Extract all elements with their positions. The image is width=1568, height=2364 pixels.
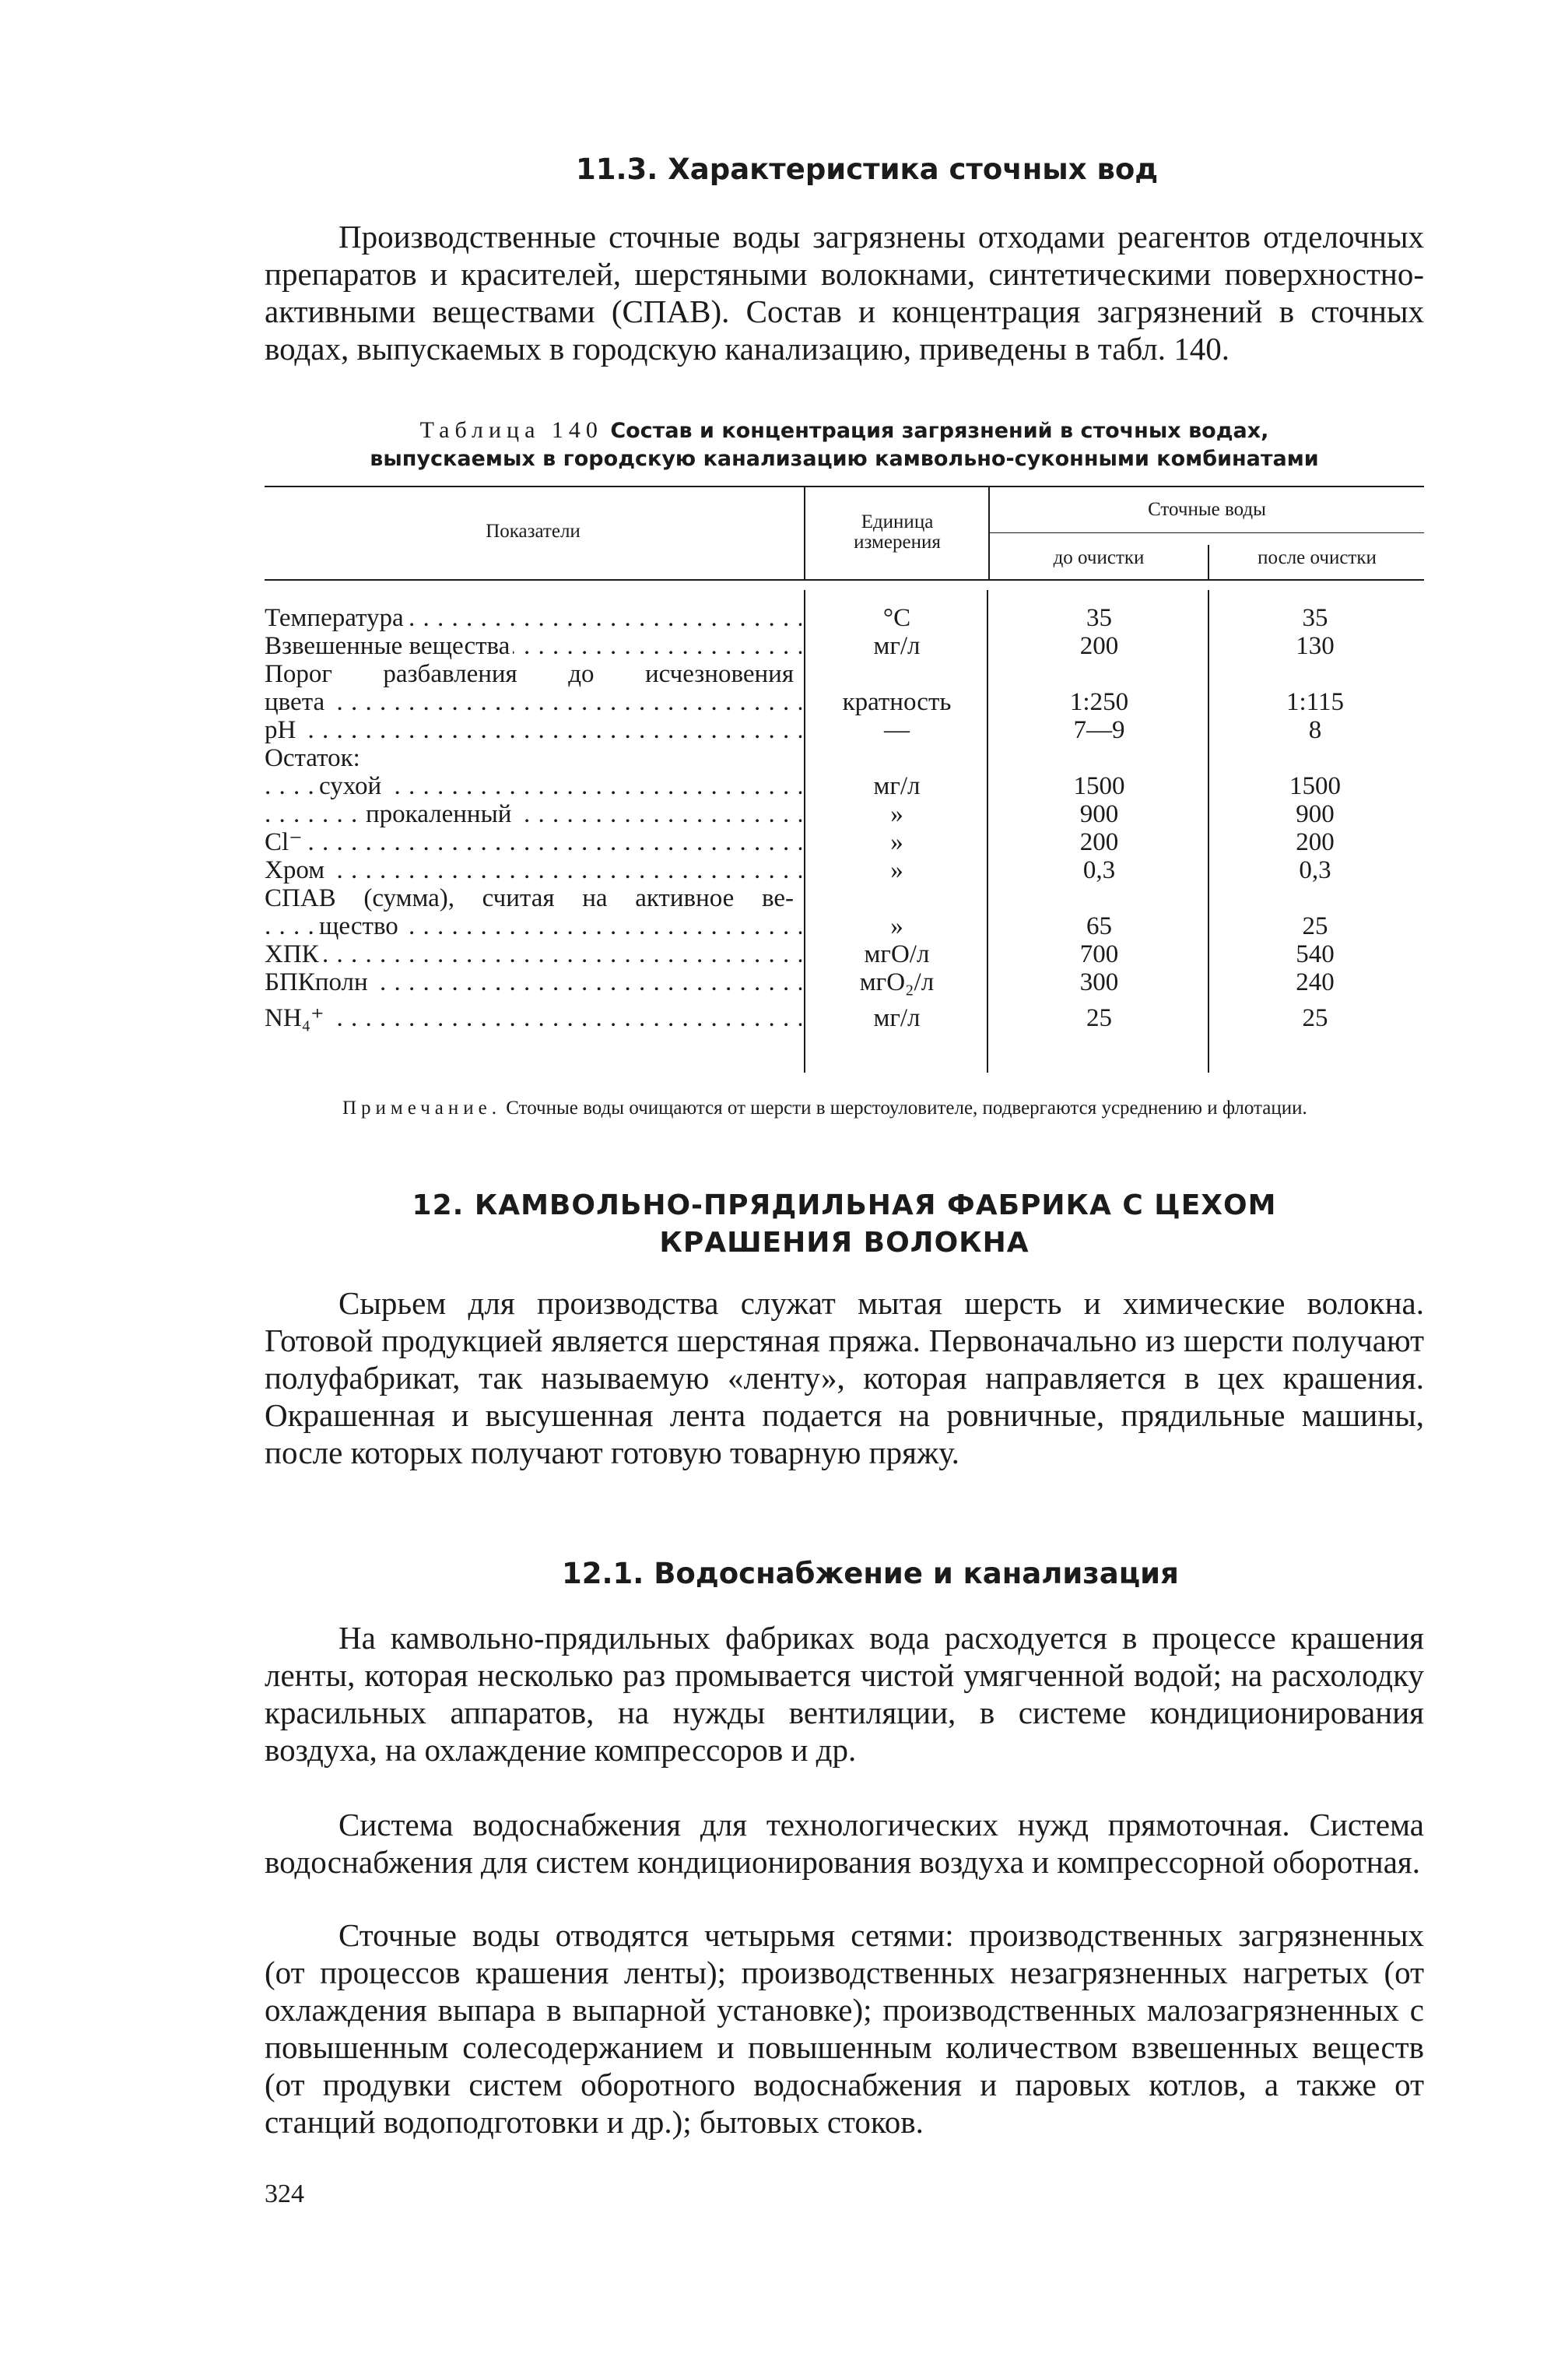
- row-before: 25: [1086, 1004, 1112, 1032]
- row-before: 700: [1079, 940, 1119, 968]
- row-unit: мг/л: [873, 632, 921, 660]
- section-paragraph-3: Сточные воды отводятся четырьмя сетями: производственных загрязненных (от процессов крашения ленты); производственных незагрязненных нагретых (от охлаждения выпара в выпарной установке); производственных малозагрязненных с повышенным солесодержанием и повышенным количеством взвешенных веществ (от продувки систем оборотного водоснабжения и паровых котлов, а также от станций водоподготовки и др.); бытовых стоков.: [265, 1917, 1424, 2140]
- header-unit: Единица измерения: [854, 511, 941, 553]
- table-col-divider: [1208, 545, 1209, 579]
- row-unit: »: [890, 828, 903, 856]
- table-caption-line1: Состав и концентрация загрязнений в сточных водах,: [610, 419, 1269, 443]
- row-before: 200: [1079, 828, 1119, 856]
- row-before: 35: [1086, 604, 1112, 632]
- row-unit: мг/л: [873, 772, 921, 800]
- header-after: после очистки: [1258, 547, 1377, 568]
- row-after: 130: [1296, 632, 1335, 660]
- row-after: 900: [1296, 800, 1335, 828]
- row-label-dry: сухой . . .: [265, 772, 802, 800]
- row-after: 25: [1302, 912, 1328, 940]
- row-before: 1500: [1073, 772, 1125, 800]
- row-after: 1:115: [1286, 688, 1344, 716]
- table-col-divider: [1208, 590, 1209, 1073]
- row-label-substance: щество . . .: [265, 912, 802, 940]
- row-unit: »: [890, 912, 903, 940]
- row-unit: мг/л: [873, 1004, 921, 1032]
- row-before: 65: [1086, 912, 1112, 940]
- row-unit: —: [884, 716, 910, 744]
- header-indicator: Показатели: [486, 521, 581, 542]
- row-after: 540: [1296, 940, 1335, 968]
- header-before: до очистки: [1053, 547, 1145, 568]
- row-label-temperature: Температура . . .: [265, 604, 802, 632]
- row-label-bod: БПКполн . . .: [265, 968, 802, 996]
- chapter-paragraph: Сырьем для производства служат мытая шерсть и химические волокна. Готовой продукцией является шерстяная пряжа. Первоначально из шерсти получают полуфабрикат, так называемую «ленту», которая направляется в цех крашения. Окрашенная и высушенная лента подается на ровничные, прядильные машины, после которых получают готовую товарную пряжу.: [265, 1285, 1424, 1470]
- row-unit: мгО₂/л: [859, 968, 935, 996]
- row-label-ph: pH . . .: [265, 716, 802, 744]
- table-caption-label: Таблица 140: [419, 417, 603, 443]
- row-label-chrome: Хром . . .: [265, 856, 802, 884]
- header-wastewater: Сточные воды: [1148, 499, 1266, 520]
- row-after: 1500: [1289, 772, 1341, 800]
- row-label-color: цвета . . .: [265, 688, 802, 716]
- row-label-suspended: Взвешенные вещества . . .: [265, 632, 802, 660]
- row-label-residue: Остаток:: [265, 744, 360, 772]
- row-before: 200: [1079, 632, 1119, 660]
- row-before: 300: [1079, 968, 1119, 996]
- row-label-surfactant: СПАВ (сумма), считая на активное ве-: [265, 884, 794, 912]
- row-after: 240: [1296, 968, 1335, 996]
- section-title: 12.1. Водоснабжение и канализация: [562, 1557, 1179, 1590]
- row-before: 1:250: [1069, 688, 1129, 716]
- section-paragraph: Производственные сточные воды загрязнены отходами реагентов отделочных препаратов и красителей, шерстяными волокнами, синтетическими поверхностно-активными веществами (СПАВ). Состав и концентрация загрязнений в сточных водах, выпускаемых в городскую канализацию, приведены в табл. 140.: [265, 219, 1424, 367]
- table-caption-line2: выпускаемых в городскую канализацию камвольно-суконными комбинатами: [370, 447, 1319, 471]
- row-unit: кратность: [842, 688, 952, 716]
- row-after: 25: [1302, 1004, 1328, 1032]
- chapter-title: 12. КАМВОЛЬНО-ПРЯДИЛЬНАЯ ФАБРИКА С ЦЕХОМ КРАШЕНИЯ ВОЛОКНА: [412, 1189, 1277, 1259]
- table-caption: [265, 416, 1424, 473]
- row-after: 8: [1308, 716, 1322, 744]
- table-note-label: Примечание.: [342, 1098, 502, 1119]
- row-label-chloride: Cl⁻ . . .: [265, 828, 802, 856]
- row-unit: »: [890, 856, 903, 884]
- row-label-ammonium: NH₄⁺ . . .: [265, 1004, 802, 1032]
- section-paragraph-1: На камвольно-прядильных фабриках вода расходуется в процессе крашения ленты, которая несколько раз промывается чистой умягченной водой; на расхолодку красильных аппаратов, на нужды вентиляции, в системе кондиционирования воздуха, на охлаждение компрессоров и др.: [265, 1620, 1424, 1768]
- row-after: 35: [1302, 604, 1328, 632]
- section-paragraph-2: Система водоснабжения для технологических нужд прямоточная. Система водоснабжения для систем кондиционирования воздуха и компрессорной оборотная.: [265, 1807, 1424, 1880]
- table-note: [265, 1098, 1424, 1119]
- row-unit: мгО/л: [864, 940, 930, 968]
- row-before: 7—9: [1073, 716, 1125, 744]
- row-label-color-threshold: Порог разбавления до исчезновения: [265, 660, 794, 688]
- row-after: 200: [1296, 828, 1335, 856]
- table-header-bottom-rule: [265, 579, 1424, 581]
- row-unit: °С: [882, 604, 911, 632]
- row-before: 900: [1079, 800, 1119, 828]
- page-number: 324: [265, 2180, 304, 2208]
- row-after: 0,3: [1299, 856, 1331, 884]
- row-label-cod: ХПК . . .: [265, 940, 802, 968]
- table-header-rule: [988, 532, 1424, 533]
- table-top-rule: [265, 486, 1424, 487]
- row-unit: »: [890, 800, 903, 828]
- row-label-calcined: прокаленный . . .: [265, 800, 802, 828]
- table-note-text: Сточные воды очищаются от шерсти в шерстоуловителе, подвергаются усреднению и флотации.: [506, 1098, 1307, 1119]
- row-before: 0,3: [1082, 856, 1116, 884]
- table-col-divider: [804, 486, 805, 579]
- section-title: 11.3. Характеристика сточных вод: [576, 153, 1159, 186]
